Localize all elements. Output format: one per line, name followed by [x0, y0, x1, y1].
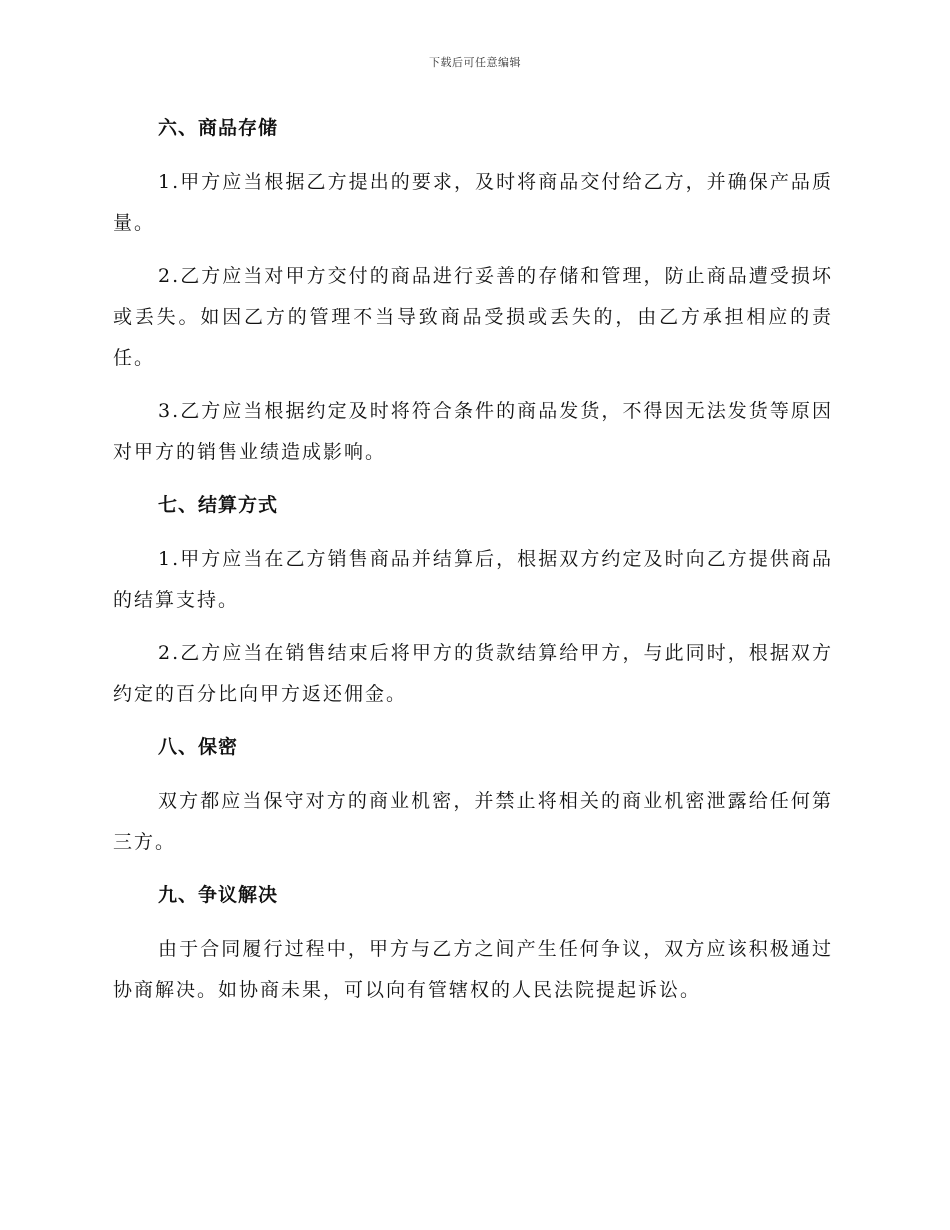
paragraph: 3.乙方应当根据约定及时将符合条件的商品发货，不得因无法发货等原因对甲方的销售业绩造成影响。 [113, 400, 833, 463]
page-header: 下载后可任意编辑 [429, 56, 521, 69]
paragraph: 2.乙方应当对甲方交付的商品进行妥善的存储和管理，防止商品遭受损坏或丢失。如因乙方的管理不当导致商品受损或丢失的，由乙方承担相应的责任。 [113, 265, 833, 369]
section-heading-settlement: 七、结算方式 [158, 494, 279, 516]
section-heading-storage: 六、商品存储 [158, 117, 279, 139]
section-heading-confidentiality: 八、保密 [158, 736, 239, 758]
paragraph: 1.甲方应当在乙方销售商品并结算后，根据双方约定及时向乙方提供商品的结算支持。 [113, 548, 833, 611]
paragraph: 1.甲方应当根据乙方提出的要求，及时将商品交付给乙方，并确保产品质量。 [113, 171, 833, 234]
document-body [113, 108, 833, 1011]
section-heading-dispute-resolution: 九、争议解决 [158, 884, 279, 906]
paragraph: 2.乙方应当在销售结束后将甲方的货款结算给甲方，与此同时，根据双方约定的百分比向甲方返还佣金。 [113, 642, 833, 705]
paragraph: 双方都应当保守对方的商业机密，并禁止将相关的商业机密泄露给任何第三方。 [113, 790, 833, 853]
paragraph: 由于合同履行过程中，甲方与乙方之间产生任何争议，双方应该积极通过协商解决。如协商未果，可以向有管辖权的人民法院提起诉讼。 [113, 938, 833, 1001]
